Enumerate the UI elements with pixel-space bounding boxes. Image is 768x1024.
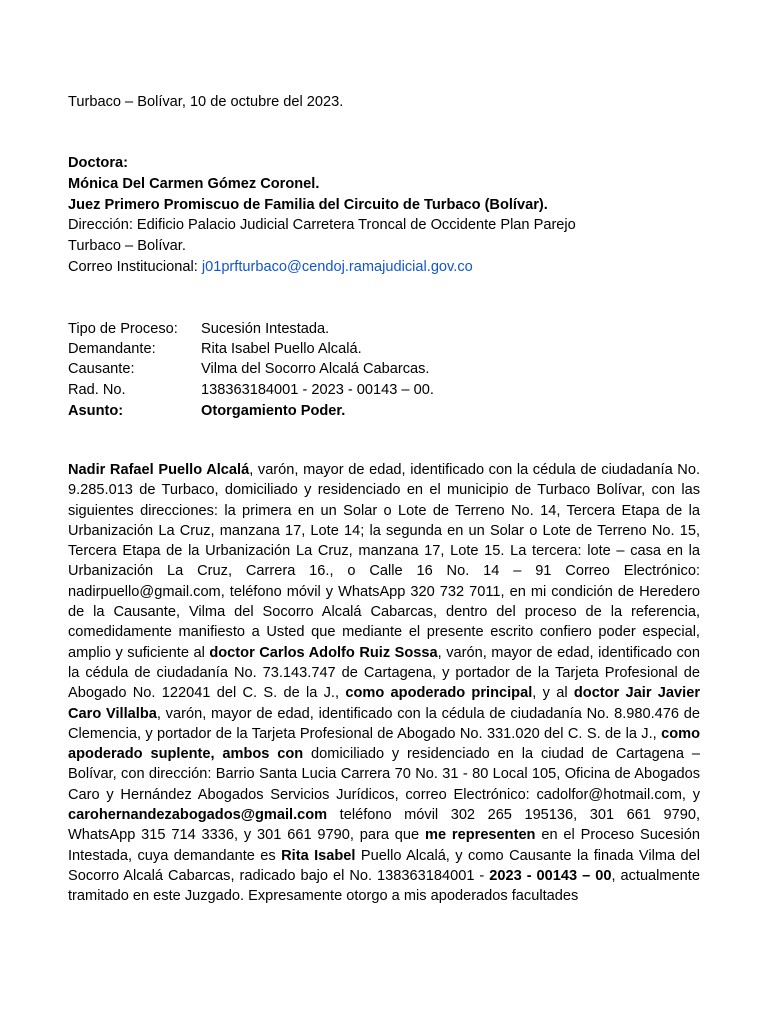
email-link[interactable]: j01prfturbaco@cendoj.ramajudicial.gov.co: [201, 259, 473, 275]
addressee-position: Juez Primero Promiscuo de Familia del Circuito de Turbaco (Bolívar).: [68, 197, 548, 213]
body-segment: , varón, mayor de edad, identificado con la cédula de ciudadanía No. 8.980.476 de Clemencia, y portador de la Tarjeta Profesional de Abogado No. 331.020 del C. S. de la J.,: [68, 705, 700, 742]
body-segment: , actualmente tramitado en este Juzgado. Expresamente otorgo a mis apoderados facultades: [68, 867, 700, 905]
addressee-address-line1: Dirección: Edificio Palacio Judicial Carretera Troncal de Occidente Plan Parejo: [68, 217, 576, 233]
body-segment: teléfono móvil 302 265 195136, 301 661 9790, WhatsApp 315 714 3336, y 301 661 9790, para que: [68, 807, 700, 844]
case-info-label: Asunto:: [68, 403, 124, 419]
case-info-row: [68, 339, 362, 359]
body-segment: me representen: [425, 827, 536, 844]
body-segment: doctor Carlos Adolfo Ruiz Sossa: [209, 644, 438, 661]
case-info-label: Rad. No.: [68, 382, 126, 398]
body-paragraph: [68, 460, 700, 907]
case-info-value: Rita Isabel Puello Alcalá.: [201, 341, 362, 357]
body-segment: en el Proceso Sucesión Intestada, cuya demandante es: [68, 827, 700, 864]
case-info-row: [68, 380, 434, 400]
body-segment: , y al: [532, 685, 574, 702]
case-info-value: Otorgamiento Poder.: [201, 403, 346, 419]
body-segment: 2023 - 00143 – 00: [489, 867, 612, 884]
body-segment: como apoderado suplente, ambos con: [68, 725, 700, 763]
body-segment: , varón, mayor de edad, identificado con la cédula de ciudadanía No. 73.143.747 de Cartagena, y portador de la Tarjeta Profesional de Abogado No. 122041 del C. S. de la J.,: [68, 644, 700, 702]
case-info-value: 138363184001 - 2023 - 00143 – 00.: [201, 382, 434, 398]
date-line: Turbaco – Bolívar, 10 de octubre del 2023.: [68, 94, 344, 110]
addressee-address-line2: Turbaco – Bolívar.: [68, 238, 186, 254]
body-segment: doctor Jair Javier Caro Villalba: [68, 685, 701, 722]
case-info-row: [68, 401, 345, 421]
case-info-value: Vilma del Socorro Alcalá Cabarcas.: [201, 361, 430, 377]
addressee-name: Mónica Del Carmen Gómez Coronel.: [68, 176, 320, 192]
case-info-label: Causante:: [68, 361, 135, 377]
case-info-row: [68, 359, 429, 379]
body-segment: , varón, mayor de edad, identificado con la cédula de ciudadanía No. 9.285.013 de Turbaco, domiciliado y residenciado en el municipio de Turbaco Bolívar, con las siguientes direcciones: la primera en un Solar o Lote de Terreno No. 14, Tercera Etapa de la Urbanización La Cruz, manzana 17, Lote 14; la segunda en un Solar o Lote de Terreno No. 15, Tercera Etapa de la Urbanización La Cruz, manzana 17, Lote 15. La tercera: lote – casa en la Urbanización La Cruz, Carrera 16., o Calle 16 No. 14 – 91 Correo Electrónico: nadirpuello@gmail.com, teléfono móvil y WhatsApp 320 732 7011, en mi condición de Heredero de la Causante, Vilma del Socorro Alcalá Cabarcas, dentro del proceso de la referencia, comedidamente manifiesto a Usted que mediante el presente escrito confiero poder especial, amplio y suficiente al: [68, 462, 701, 661]
email-label: Correo Institucional:: [68, 259, 202, 275]
body-segment: Rita Isabel: [281, 847, 356, 864]
body-segment: domiciliado y residenciado en la ciudad de Cartagena – Bolívar, con dirección: Barrio Santa Lucia Carrera 70 No. 31 - 80 Local 105, Oficina de Abogados Caro y Hernández Abogados Servicios Jurídicos, correo Electrónico: cadolfor@hotmail.com, y: [68, 746, 700, 803]
salutation: Doctora:: [68, 155, 128, 171]
case-info-value: Sucesión Intestada.: [201, 321, 330, 337]
addressee-email-line: [68, 257, 473, 277]
body-segment: carohernandezabogados@gmail.com: [68, 807, 328, 824]
case-info-label: Demandante:: [68, 341, 156, 357]
body-segment: Puello Alcalá, y como Causante la finada Vilma del Socorro Alcalá Cabarcas, radicado bajo el No. 138363184001 -: [68, 847, 701, 884]
body-segment: como apoderado principal: [345, 685, 533, 702]
body-segment: Nadir Rafael Puello Alcalá: [68, 462, 250, 478]
case-info-label: Tipo de Proceso:: [68, 321, 178, 337]
case-info-row: [68, 319, 329, 339]
